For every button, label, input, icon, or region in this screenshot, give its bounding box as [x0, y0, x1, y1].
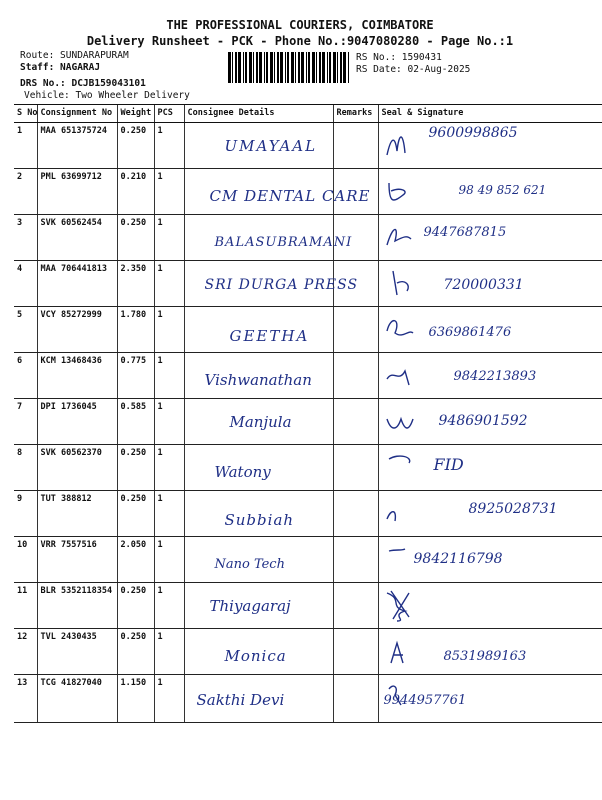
company-title: THE PROFESSIONAL COURIERS, COIMBATORE: [166, 18, 434, 32]
barcode-icon: [228, 52, 350, 83]
signature-scribble-icon: [383, 311, 423, 347]
signature-handwriting: 9842116798: [413, 551, 503, 567]
runsheet-table: [14, 104, 602, 723]
barcode-bar: [287, 52, 289, 83]
row-consignment-no: VCY 85272999: [37, 307, 117, 353]
signature-scribble-icon: [383, 403, 423, 439]
row-consignee-cell: [184, 353, 333, 399]
row-sno: 5: [14, 307, 37, 353]
barcode-bar: [232, 52, 233, 83]
table-row: [14, 537, 602, 583]
barcode-bar: [256, 52, 258, 83]
table-row: [14, 215, 602, 261]
row-consignee-cell: [184, 261, 359, 307]
barcode-bar: [243, 52, 244, 83]
signature-scribble-icon: [383, 449, 423, 485]
row-remarks: [333, 261, 378, 307]
row-consignee-cell: [184, 583, 333, 629]
barcode-bar: [333, 52, 336, 83]
consignee-handwriting: Nano Tech: [214, 557, 285, 572]
row-weight: 0.585: [117, 399, 154, 445]
signature-handwriting: 9486901592: [438, 413, 528, 429]
row-consignment-no: MAA 651375724: [37, 123, 117, 169]
staff-label: Staff: NAGARAJ: [20, 62, 101, 73]
row-remarks: [333, 583, 378, 629]
row-consignment-no: SVK 60562454: [37, 215, 117, 261]
consignee-handwriting: BALASUBRAMANI: [214, 235, 353, 250]
row-pcs: 1: [154, 491, 184, 537]
consignee-handwriting: Manjula: [229, 413, 292, 431]
row-signature-cell: [378, 399, 602, 445]
signature-scribble-icon: [383, 127, 423, 163]
row-signature-cell: [378, 353, 602, 399]
signature-scribble-icon: [383, 219, 423, 255]
barcode-bar: [245, 52, 247, 83]
row-signature-cell: [378, 215, 602, 261]
signature-handwriting: 9447687815: [423, 225, 507, 240]
barcode-bar: [277, 52, 279, 83]
barcode-bar: [280, 52, 283, 83]
rs-date: RS Date: 02-Aug-2025: [356, 64, 471, 75]
row-weight: 0.250: [117, 123, 154, 169]
rs-number: RS No.: 1590431: [356, 52, 442, 63]
consignee-handwriting: Vishwanathan: [204, 371, 312, 389]
table-row: [14, 491, 602, 537]
row-weight: 2.050: [117, 537, 154, 583]
table-row: [14, 399, 602, 445]
row-pcs: 1: [154, 123, 184, 169]
row-consignment-no: SVK 60562370: [37, 445, 117, 491]
barcode-bar: [343, 52, 346, 83]
row-sno: 12: [14, 629, 37, 675]
signature-scribble-icon: [383, 679, 423, 715]
consignee-handwriting: CM DENTAL CARE: [209, 187, 371, 205]
barcode-bar: [301, 52, 304, 83]
row-remarks: [333, 123, 378, 169]
barcode-bar: [295, 52, 296, 83]
row-consignee-cell: [184, 399, 333, 445]
table-row: [14, 445, 602, 491]
barcode-bar: [312, 52, 315, 83]
consignee-handwriting: Sakthi Devi: [196, 691, 285, 709]
row-signature-cell: [378, 307, 602, 353]
row-signature-cell: [378, 491, 602, 537]
signature-handwriting: 8925028731: [468, 501, 558, 517]
consignee-handwriting: Watony: [214, 463, 271, 481]
row-sno: 1: [14, 123, 37, 169]
consignee-handwriting: SRI DURGA PRESS: [204, 277, 359, 293]
barcode-bar: [228, 52, 231, 83]
consignee-handwriting: Thiyagaraj: [209, 597, 291, 615]
row-consignee-cell: [184, 307, 333, 353]
row-pcs: 1: [154, 215, 184, 261]
col-pcs-header: PCS: [154, 105, 184, 123]
row-remarks: [333, 537, 378, 583]
row-consignee-cell: [184, 629, 333, 675]
col-signature-header: Seal & Signature: [378, 105, 602, 123]
row-consignment-no: VRR 7557516: [37, 537, 117, 583]
row-consignee-cell: [184, 445, 333, 491]
signature-scribble-icon: [383, 587, 423, 623]
signature-handwriting: 9600998865: [428, 125, 518, 141]
row-consignee-cell: [184, 537, 333, 583]
row-weight: 2.350: [117, 261, 154, 307]
row-remarks: [333, 307, 378, 353]
row-sno: 9: [14, 491, 37, 537]
table-row: [14, 583, 602, 629]
barcode-bar: [319, 52, 321, 83]
row-sno: 8: [14, 445, 37, 491]
signature-handwriting: 9944957761: [383, 693, 467, 708]
row-pcs: 1: [154, 353, 184, 399]
row-consignee-cell: [184, 675, 333, 723]
barcode-bar: [306, 52, 307, 83]
barcode-bar: [264, 52, 265, 83]
row-remarks: [333, 491, 378, 537]
col-remarks-header: Remarks: [333, 105, 378, 123]
consignee-handwriting: Monica: [224, 647, 287, 665]
consignee-handwriting: Subbiah: [224, 511, 295, 529]
row-signature-cell: [378, 629, 602, 675]
vehicle-label: Vehicle: Two Wheeler Delivery: [24, 90, 190, 101]
row-weight: 0.250: [117, 491, 154, 537]
row-pcs: 1: [154, 445, 184, 491]
row-pcs: 1: [154, 169, 184, 215]
row-remarks: [333, 675, 378, 723]
row-sno: 10: [14, 537, 37, 583]
row-pcs: 1: [154, 583, 184, 629]
col-consignment-header: Consignment No: [37, 105, 117, 123]
signature-scribble-icon: [383, 541, 423, 577]
barcode-bar: [340, 52, 342, 83]
row-signature-cell: [378, 261, 602, 307]
signature-handwriting: 98 49 852 621: [458, 183, 547, 197]
signature-handwriting: 720000331: [443, 277, 524, 293]
row-consignment-no: KCM 13468436: [37, 353, 117, 399]
row-remarks: [333, 353, 378, 399]
row-weight: 0.250: [117, 215, 154, 261]
row-pcs: 1: [154, 675, 184, 723]
row-weight: 0.250: [117, 629, 154, 675]
barcode-bar: [308, 52, 310, 83]
barcode-bar: [337, 52, 338, 83]
barcode-bar: [249, 52, 252, 83]
drs-number: DRS No.: DCJB159043101: [20, 78, 146, 89]
col-consignee-header: Consignee Details: [184, 105, 333, 123]
row-remarks: [333, 399, 378, 445]
barcode-bar: [285, 52, 286, 83]
signature-handwriting: FID: [433, 455, 464, 474]
row-consignee-cell: [184, 169, 371, 215]
row-consignment-no: TUT 388812: [37, 491, 117, 537]
row-sno: 7: [14, 399, 37, 445]
row-pcs: 1: [154, 307, 184, 353]
barcode-bar: [298, 52, 300, 83]
row-consignment-no: TCG 41827040: [37, 675, 117, 723]
row-consignment-no: PML 63699712: [37, 169, 117, 215]
barcode-bar: [266, 52, 268, 83]
consignee-handwriting: UMAYAAL: [224, 137, 318, 155]
row-weight: 0.210: [117, 169, 154, 215]
row-remarks: [333, 215, 378, 261]
barcode-bar: [259, 52, 262, 83]
row-signature-cell: [378, 675, 602, 723]
barcode-bar: [329, 52, 331, 83]
barcode-bar: [235, 52, 237, 83]
row-pcs: 1: [154, 537, 184, 583]
row-weight: 0.775: [117, 353, 154, 399]
barcode-bar: [253, 52, 254, 83]
row-consignment-no: TVL 2430435: [37, 629, 117, 675]
table-row: [14, 307, 602, 353]
row-pcs: 1: [154, 399, 184, 445]
row-sno: 2: [14, 169, 37, 215]
col-sno-header: S No: [14, 105, 37, 123]
table-row: [14, 123, 602, 169]
table-row: [14, 261, 602, 307]
barcode-bar: [274, 52, 275, 83]
route-label: Route: SUNDARAPURAM: [20, 50, 129, 61]
row-signature-cell: [378, 169, 602, 215]
row-pcs: 1: [154, 261, 184, 307]
row-weight: 0.250: [117, 445, 154, 491]
row-sno: 13: [14, 675, 37, 723]
table-header-row: [14, 105, 602, 123]
row-consignee-cell: [184, 123, 333, 169]
barcode-bar: [316, 52, 317, 83]
row-weight: 1.780: [117, 307, 154, 353]
signature-scribble-icon: [383, 173, 423, 209]
signature-handwriting: 9842213893: [453, 369, 537, 384]
table-row: [14, 629, 602, 675]
row-signature-cell: [378, 537, 602, 583]
row-signature-cell: [378, 583, 602, 629]
table-row: [14, 353, 602, 399]
signature-scribble-icon: [383, 357, 423, 393]
runsheet-subtitle: Delivery Runsheet - PCK - Phone No.:9047080280 - Page No.:1: [86, 34, 514, 48]
barcode-bar: [322, 52, 325, 83]
row-consignment-no: MAA 706441813: [37, 261, 117, 307]
col-weight-header: Weight: [117, 105, 154, 123]
signature-handwriting: 6369861476: [428, 325, 512, 340]
consignee-handwriting: GEETHA: [229, 327, 310, 345]
barcode-bar: [238, 52, 241, 83]
row-weight: 0.250: [117, 583, 154, 629]
barcode-bar: [327, 52, 328, 83]
row-weight: 1.150: [117, 675, 154, 723]
row-signature-cell: [378, 445, 602, 491]
row-consignee-cell: [184, 491, 333, 537]
barcode-bar: [348, 52, 349, 83]
signature-scribble-icon: [383, 633, 423, 669]
row-sno: 3: [14, 215, 37, 261]
row-pcs: 1: [154, 629, 184, 675]
barcode-bar: [270, 52, 273, 83]
row-consignment-no: BLR 5352118354: [37, 583, 117, 629]
table-row: [14, 169, 602, 215]
barcode-bar: [291, 52, 294, 83]
row-remarks: [333, 445, 378, 491]
signature-scribble-icon: [383, 265, 423, 301]
table-row: [14, 675, 602, 723]
signature-handwriting: 8531989163: [443, 649, 527, 664]
row-sno: 4: [14, 261, 37, 307]
row-consignee-cell: [184, 215, 353, 261]
row-sno: 11: [14, 583, 37, 629]
row-remarks: [333, 169, 378, 215]
signature-scribble-icon: [383, 495, 423, 531]
row-signature-cell: [378, 123, 602, 169]
row-sno: 6: [14, 353, 37, 399]
row-remarks: [333, 629, 378, 675]
row-consignment-no: DPI 1736045: [37, 399, 117, 445]
